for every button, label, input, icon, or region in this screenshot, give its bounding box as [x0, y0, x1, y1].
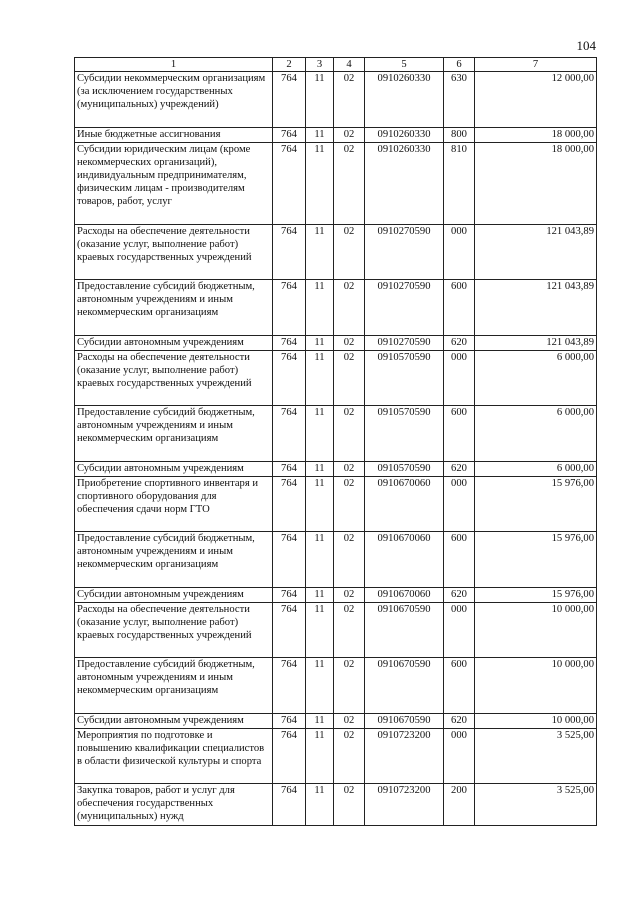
row-subsection: 02 — [334, 714, 365, 729]
row-subsection: 02 — [334, 351, 365, 406]
row-section: 11 — [306, 351, 334, 406]
row-department: 764 — [273, 588, 306, 603]
row-expense-type: 000 — [444, 729, 475, 784]
row-expense-type: 200 — [444, 784, 475, 826]
row-name: Субсидии автономным учреждениям — [75, 462, 273, 477]
row-department: 764 — [273, 336, 306, 351]
table-row — [75, 462, 597, 477]
row-target-article: 0910270590 — [365, 225, 444, 280]
row-expense-type: 600 — [444, 532, 475, 588]
row-expense-type: 620 — [444, 336, 475, 351]
row-amount: 3 525,00 — [475, 729, 597, 784]
row-subsection: 02 — [334, 225, 365, 280]
row-expense-type: 000 — [444, 351, 475, 406]
row-target-article: 0910260330 — [365, 128, 444, 143]
row-subsection: 02 — [334, 729, 365, 784]
row-target-article: 0910260330 — [365, 143, 444, 225]
row-name: Расходы на обеспечение деятельности (оказание услуг, выполнение работ) краевых государственных учреждений — [75, 351, 273, 406]
header-col-2: 2 — [273, 58, 306, 72]
row-target-article: 0910570590 — [365, 351, 444, 406]
row-subsection: 02 — [334, 784, 365, 826]
row-expense-type: 600 — [444, 280, 475, 336]
row-target-article: 0910570590 — [365, 406, 444, 462]
row-department: 764 — [273, 128, 306, 143]
row-amount: 6 000,00 — [475, 406, 597, 462]
row-expense-type: 810 — [444, 143, 475, 225]
row-amount: 12 000,00 — [475, 72, 597, 128]
row-amount: 10 000,00 — [475, 603, 597, 658]
row-name: Предоставление субсидий бюджетным, автономным учреждениям и иным некоммерческим организациям — [75, 658, 273, 714]
row-target-article: 0910670060 — [365, 532, 444, 588]
row-subsection: 02 — [334, 532, 365, 588]
row-expense-type: 620 — [444, 588, 475, 603]
table-row — [75, 280, 597, 336]
row-amount: 15 976,00 — [475, 477, 597, 532]
row-department: 764 — [273, 729, 306, 784]
row-department: 764 — [273, 714, 306, 729]
table-row — [75, 351, 597, 406]
row-subsection: 02 — [334, 477, 365, 532]
row-department: 764 — [273, 351, 306, 406]
row-section: 11 — [306, 336, 334, 351]
row-department: 764 — [273, 462, 306, 477]
row-department: 764 — [273, 477, 306, 532]
header-row — [75, 58, 597, 72]
row-expense-type: 800 — [444, 128, 475, 143]
table-body — [75, 72, 597, 826]
row-department: 764 — [273, 532, 306, 588]
table-row — [75, 658, 597, 714]
row-amount: 15 976,00 — [475, 532, 597, 588]
row-subsection: 02 — [334, 280, 365, 336]
header-col-3: 3 — [306, 58, 334, 72]
row-section: 11 — [306, 588, 334, 603]
row-expense-type: 600 — [444, 406, 475, 462]
header-col-1: 1 — [75, 58, 273, 72]
row-subsection: 02 — [334, 72, 365, 128]
row-amount: 15 976,00 — [475, 588, 597, 603]
row-target-article: 0910570590 — [365, 462, 444, 477]
row-subsection: 02 — [334, 658, 365, 714]
row-target-article: 0910670590 — [365, 658, 444, 714]
row-target-article: 0910270590 — [365, 336, 444, 351]
table-row — [75, 477, 597, 532]
row-amount: 10 000,00 — [475, 658, 597, 714]
table-row — [75, 143, 597, 225]
row-name: Закупка товаров, работ и услуг для обеспечения государственных (муниципальных) нужд — [75, 784, 273, 826]
row-name: Субсидии автономным учреждениям — [75, 336, 273, 351]
header-col-7: 7 — [475, 58, 597, 72]
row-target-article: 0910670060 — [365, 588, 444, 603]
row-target-article: 0910670590 — [365, 714, 444, 729]
table-row — [75, 714, 597, 729]
row-amount: 18 000,00 — [475, 143, 597, 225]
row-expense-type: 000 — [444, 477, 475, 532]
row-name: Расходы на обеспечение деятельности (оказание услуг, выполнение работ) краевых государственных учреждений — [75, 225, 273, 280]
row-section: 11 — [306, 72, 334, 128]
row-subsection: 02 — [334, 336, 365, 351]
row-name: Предоставление субсидий бюджетным, автономным учреждениям и иным некоммерческим организациям — [75, 532, 273, 588]
row-target-article: 0910260330 — [365, 72, 444, 128]
row-section: 11 — [306, 128, 334, 143]
budget-table — [74, 57, 597, 826]
table-row — [75, 128, 597, 143]
row-department: 764 — [273, 143, 306, 225]
row-subsection: 02 — [334, 462, 365, 477]
row-section: 11 — [306, 406, 334, 462]
table-row — [75, 588, 597, 603]
row-department: 764 — [273, 406, 306, 462]
row-section: 11 — [306, 225, 334, 280]
row-subsection: 02 — [334, 143, 365, 225]
row-name: Субсидии автономным учреждениям — [75, 588, 273, 603]
row-expense-type: 600 — [444, 658, 475, 714]
row-amount: 18 000,00 — [475, 128, 597, 143]
page-number: 104 — [576, 38, 596, 53]
table-row — [75, 225, 597, 280]
row-subsection: 02 — [334, 603, 365, 658]
row-target-article: 0910670060 — [365, 477, 444, 532]
header-col-5: 5 — [365, 58, 444, 72]
row-department: 764 — [273, 784, 306, 826]
row-name: Приобретение спортивного инвентаря и спортивного оборудования для обеспечения сдачи норм ГТО — [75, 477, 273, 532]
row-department: 764 — [273, 658, 306, 714]
row-amount: 6 000,00 — [475, 462, 597, 477]
table-row — [75, 729, 597, 784]
table-row — [75, 532, 597, 588]
row-section: 11 — [306, 714, 334, 729]
row-target-article: 0910270590 — [365, 280, 444, 336]
row-amount: 121 043,89 — [475, 280, 597, 336]
table-row — [75, 784, 597, 826]
header-col-6: 6 — [444, 58, 475, 72]
table-row — [75, 72, 597, 128]
row-section: 11 — [306, 143, 334, 225]
row-subsection: 02 — [334, 406, 365, 462]
row-department: 764 — [273, 225, 306, 280]
row-expense-type: 630 — [444, 72, 475, 128]
row-expense-type: 620 — [444, 714, 475, 729]
row-name: Предоставление субсидий бюджетным, автономным учреждениям и иным некоммерческим организациям — [75, 406, 273, 462]
row-department: 764 — [273, 72, 306, 128]
row-amount: 6 000,00 — [475, 351, 597, 406]
row-name: Субсидии некоммерческим организациям (за исключением государственных (муниципальных) учреждений) — [75, 72, 273, 128]
row-name: Расходы на обеспечение деятельности (оказание услуг, выполнение работ) краевых государственных учреждений — [75, 603, 273, 658]
row-section: 11 — [306, 729, 334, 784]
row-amount: 121 043,89 — [475, 225, 597, 280]
row-name: Субсидии автономным учреждениям — [75, 714, 273, 729]
row-subsection: 02 — [334, 588, 365, 603]
row-name: Мероприятия по подготовке и повышению квалификации специалистов в области физической культуры и спорта — [75, 729, 273, 784]
row-department: 764 — [273, 603, 306, 658]
row-section: 11 — [306, 280, 334, 336]
row-section: 11 — [306, 477, 334, 532]
row-department: 764 — [273, 280, 306, 336]
row-section: 11 — [306, 462, 334, 477]
table-row — [75, 336, 597, 351]
row-target-article: 0910670590 — [365, 603, 444, 658]
row-name: Субсидии юридическим лицам (кроме некоммерческих организаций), индивидуальным предпринимателям, физическим лицам - производителям товаров, работ, услуг — [75, 143, 273, 225]
row-section: 11 — [306, 658, 334, 714]
table-row — [75, 603, 597, 658]
row-expense-type: 000 — [444, 603, 475, 658]
row-section: 11 — [306, 784, 334, 826]
row-amount: 10 000,00 — [475, 714, 597, 729]
row-name: Предоставление субсидий бюджетным, автономным учреждениям и иным некоммерческим организациям — [75, 280, 273, 336]
row-target-article: 0910723200 — [365, 784, 444, 826]
row-subsection: 02 — [334, 128, 365, 143]
row-section: 11 — [306, 603, 334, 658]
table-row — [75, 406, 597, 462]
table-header — [75, 58, 597, 72]
row-expense-type: 000 — [444, 225, 475, 280]
row-section: 11 — [306, 532, 334, 588]
header-col-4: 4 — [334, 58, 365, 72]
row-amount: 121 043,89 — [475, 336, 597, 351]
row-target-article: 0910723200 — [365, 729, 444, 784]
row-name: Иные бюджетные ассигнования — [75, 128, 273, 143]
row-amount: 3 525,00 — [475, 784, 597, 826]
row-expense-type: 620 — [444, 462, 475, 477]
